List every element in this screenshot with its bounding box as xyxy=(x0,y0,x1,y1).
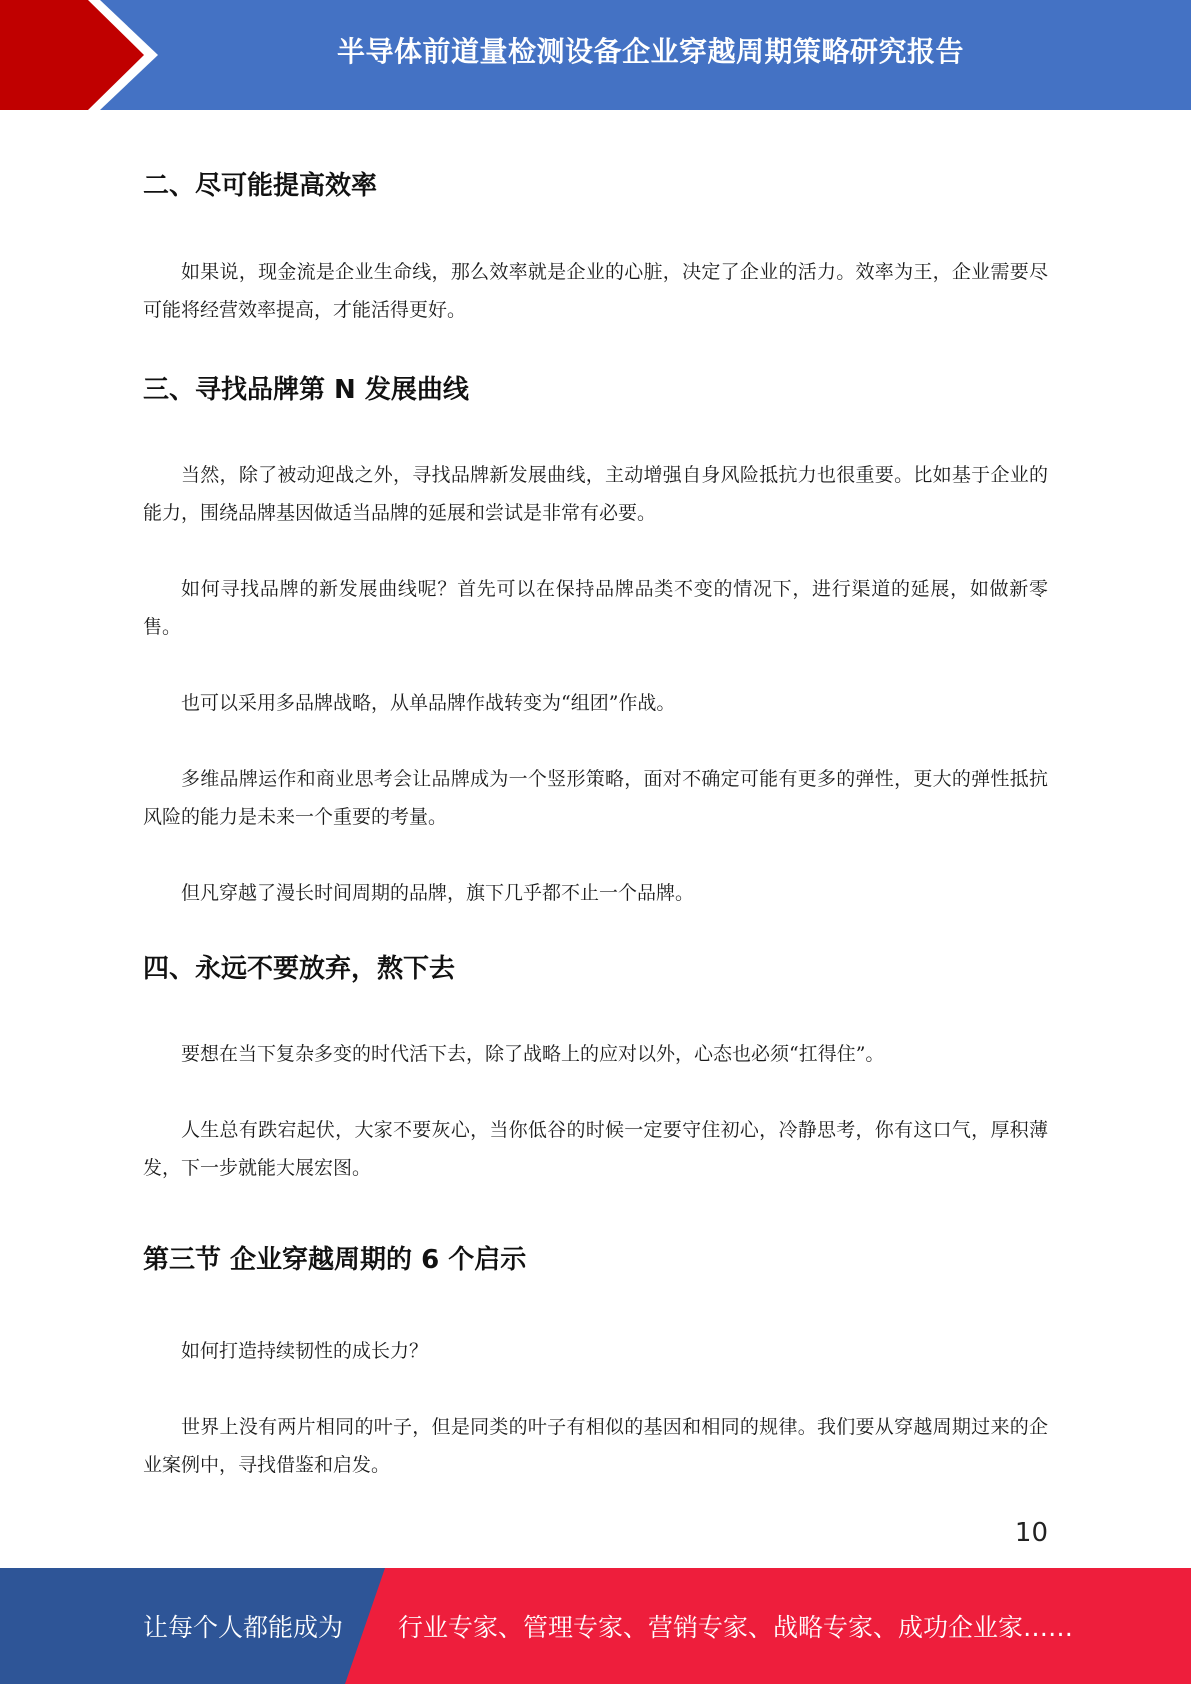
paragraph: 如何打造持续韧性的成长力？ xyxy=(181,1340,429,1362)
paragraph: 要想在当下复杂多变的时代活下去，除了战略上的应对以外，心态也必须“扛得住”。 xyxy=(181,1043,885,1065)
paragraph: 如何寻找品牌的新发展曲线呢？首先可以在保持品牌品类不变的情况下，进行渠道的延展，如做新零售。 xyxy=(143,578,1048,638)
paragraph: 但凡穿越了漫长时间周期的品牌，旗下几乎都不止一个品牌。 xyxy=(181,882,695,904)
report-title: 半导体前道量检测设备企业穿越周期策略研究报告 xyxy=(336,35,964,68)
paragraph: 当然，除了被动迎战之外，寻找品牌新发展曲线，主动增强自身风险抵抗力也很重要。比如基于企业的能力，围绕品牌基因做适当品牌的延展和尝试是非常有必要。 xyxy=(143,464,1048,524)
footer-banner xyxy=(0,1568,1191,1684)
paragraph: 人生总有跌宕起伏，大家不要灰心，当你低谷的时候一定要守住初心，冷静思考，你有这口气，厚积薄发，下一步就能大展宏图。 xyxy=(143,1119,1048,1179)
paragraph: 如果说，现金流是企业生命线，那么效率就是企业的心脏，决定了企业的活力。效率为王，企业需要尽可能将经营效率提高，才能活得更好。 xyxy=(143,261,1048,321)
paragraph: 也可以采用多品牌战略，从单品牌作战转变为“组团”作战。 xyxy=(181,692,676,714)
footer-slogan-left: 让每个人都能成为 xyxy=(143,1613,344,1642)
chapter-heading-six-insights: 第三节 企业穿越周期的 6 个启示 xyxy=(143,1245,527,1275)
header-banner xyxy=(0,0,1191,110)
page-number: 10 xyxy=(1014,1518,1048,1548)
paragraph: 世界上没有两片相同的叶子，但是同类的叶子有相似的基因和相同的规律。我们要从穿越周期过来的企业案例中，寻找借鉴和启发。 xyxy=(143,1416,1048,1476)
document-body xyxy=(143,165,1048,1484)
section-heading-brand-curve: 三、寻找品牌第 N 发展曲线 xyxy=(143,375,469,405)
footer-slogan-right: 行业专家、管理专家、营销专家、战略专家、成功企业家…… xyxy=(398,1613,1074,1642)
section-heading-efficiency: 二、尽可能提高效率 xyxy=(143,171,378,201)
section-heading-never-give-up: 四、永远不要放弃，熬下去 xyxy=(143,954,456,984)
paragraph: 多维品牌运作和商业思考会让品牌成为一个竖形策略，面对不确定可能有更多的弹性，更大的弹性抵抗风险的能力是未来一个重要的考量。 xyxy=(143,768,1048,828)
